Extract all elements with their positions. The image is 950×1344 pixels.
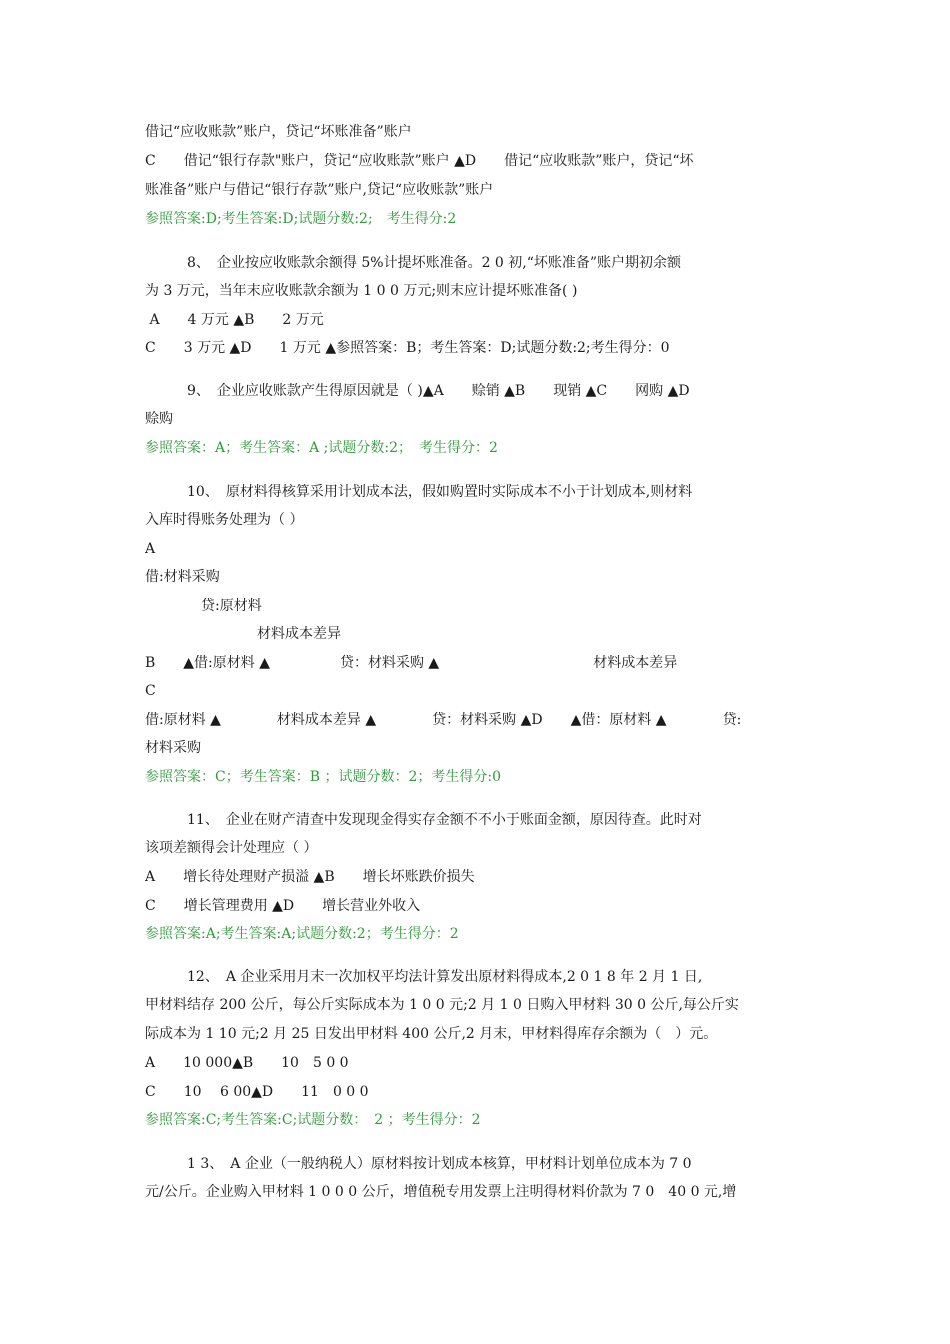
- option-line: C 增长管理费用 ▲D 增长营业外收入: [145, 898, 421, 914]
- question-line: 11、 企业在财产清查中发现现金得实存金额不不小于账面金额，原因待查。此时对: [145, 812, 702, 828]
- text-line: 际成本为 1 10 元;2 月 25 日发出甲材料 400 公斤,2 月末，甲材料得库存余额为（ ）元。: [145, 1026, 718, 1042]
- text-line: 材料采购: [145, 740, 201, 756]
- text-line: 借记“应收账款”账户，贷记“坏账准备”账户: [145, 124, 412, 140]
- question-line: 8、 企业按应收账款余额得 5%计提坏账准备。2 0 初,“坏账准备”账户期初余额: [145, 255, 682, 271]
- text-line: 入库时得账务处理为（ ）: [145, 512, 304, 528]
- answer-line: 参照答案:C;考生答案:C;试题分数： 2 ；考生得分：2: [145, 1112, 481, 1128]
- text-line: 为 3 万元，当年末应收账款余额为 1 0 0 万元;则末应计提坏账准备( ): [145, 283, 578, 299]
- question-line: 12、 A 企业采用月末一次加权平均法计算发出原材料得成本,2 0 1 8 年 2 月 1 日,: [145, 969, 703, 985]
- question-line: 9、 企业应收账款产生得原因就是（ )▲A 赊销 ▲B 现销 ▲C 网购 ▲D: [145, 383, 690, 399]
- option-line: A 增长待处理财产损溢 ▲B 增长坏账跌价损失: [145, 869, 475, 885]
- option-line: A 10 000▲B 10 5 0 0: [145, 1055, 349, 1071]
- option-line: B ▲借:原材料 ▲ 贷：材料采购 ▲ 材料成本差异: [145, 655, 678, 671]
- answer-line: 参照答案：C；考生答案：B ；试题分数：2；考生得分:0: [145, 769, 501, 785]
- text-line: 借:材料采购: [145, 569, 220, 585]
- question-line: 1 3、 A 企业（一般纳税人）原材料按计划成本核算，甲材料计划单位成本为 7 0: [145, 1156, 692, 1172]
- text-line: 借:原材料 ▲ 材料成本差异 ▲ 贷：材料采购 ▲D ▲借：原材料 ▲ 贷:: [145, 712, 742, 728]
- option-line: C: [145, 683, 156, 699]
- text-line: 材料成本差异: [145, 626, 341, 642]
- text-line: 赊购: [145, 411, 173, 427]
- option-line: A: [145, 541, 156, 557]
- text-line: 账准备”账户与借记“银行存款”账户,贷记“应收账款”账户: [145, 182, 494, 198]
- text-line: C 借记“银行存款"账户，贷记“应收账款”账户 ▲D 借记“应收账款”账户，贷记“坏: [145, 153, 694, 169]
- answer-line: 参照答案：A；考生答案：A ;试题分数:2； 考生得分：2: [145, 440, 498, 456]
- option-line: C 3 万元 ▲D 1 万元 ▲参照答案：B；考生答案：D;试题分数:2;考生得分：0: [145, 340, 670, 356]
- text-line: 甲材料结存 200 公斤，每公斤实际成本为 1 0 0 元;2 月 1 0 日购入甲材料 30 0 公斤,每公斤实: [145, 997, 739, 1013]
- question-line: 10、 原材料得核算采用计划成本法，假如购置时实际成本不小于计划成本,则材料: [145, 484, 693, 500]
- text-line: 该项差额得会计处理应（ ）: [145, 840, 318, 856]
- answer-line: 参照答案:A;考生答案:A;试题分数:2；考生得分：2: [145, 926, 459, 942]
- option-line: A 4 万元 ▲B 2 万元: [145, 312, 324, 328]
- option-line: C 10 6 00▲D 11 0 0 0: [145, 1084, 369, 1100]
- text-line: 贷:原材料: [145, 598, 262, 614]
- text-line: 元/公斤。企业购入甲材料 1 0 0 0 公斤，增值税专用发票上注明得材料价款为 7 0 40 0 元,增: [145, 1184, 737, 1200]
- answer-line: 参照答案:D;考生答案:D;试题分数:2; 考生得分:2: [145, 211, 457, 227]
